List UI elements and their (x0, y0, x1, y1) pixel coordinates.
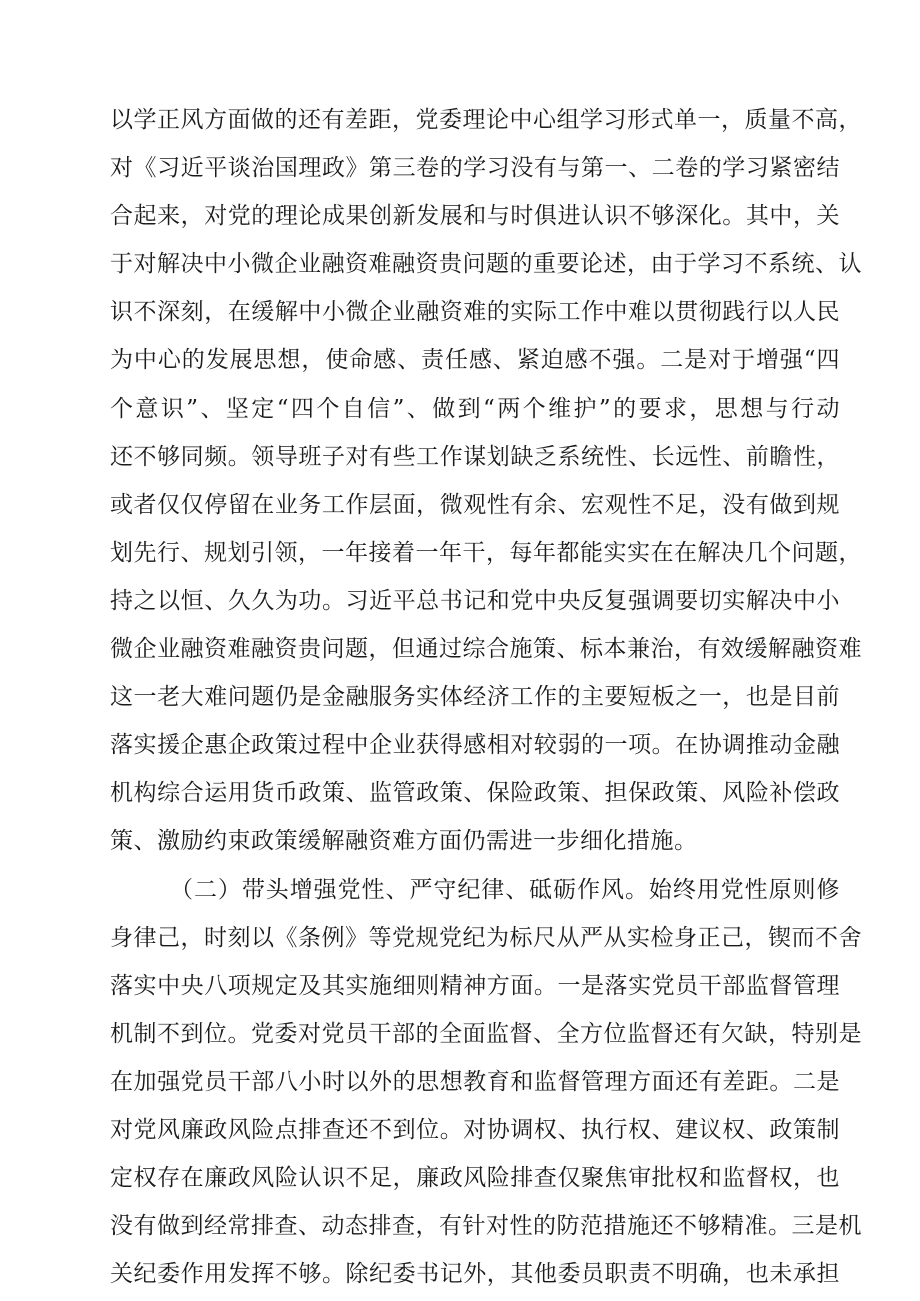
text-line: 机制不到位。党委对党员干部的全面监督、全方位监督还有欠缺，特别是 (110, 1020, 862, 1047)
text-line: 落实中央八项规定及其实施细则精神方面。一是落实党员干部监督管理 (110, 972, 840, 999)
text-line: 或者仅仅停留在业务工作层面，微观性有余、宏观性不足，没有做到规 (110, 491, 840, 518)
text-line: 身律己，时刻以《条例》等党规党纪为标尺从严从实检身正己，锲而不舍 (110, 924, 862, 951)
text-line: 于对解决中小微企业融资难融资贵问题的重要论述，由于学习不系统、认 (110, 251, 862, 278)
document-body (110, 96, 862, 1298)
text-line: 以学正风方面做的还有差距，党委理论中心组学习形式单一，质量不高， (110, 107, 862, 133)
text-line: 对《习近平谈治国理政》第三卷的学习没有与第一、二卷的学习紧密结 (110, 155, 840, 182)
text-line: 还不够同频。领导班子对有些工作谋划缺乏系统性、长远性、前瞻性， (110, 443, 840, 470)
text-line: 落实援企惠企政策过程中企业获得感相对较弱的一项。在协调推动金融 (110, 732, 840, 759)
text-line: 划先行、规划引领，一年接着一年干，每年都能实实在在解决几个问题， (110, 539, 862, 566)
paragraph-end-line: 策、激励约束政策缓解融资难方面仍需进一步细化措施。 (110, 828, 698, 855)
text-line: 对党风廉政风险点排查还不到位。对协调权、执行权、建议权、政策制 (110, 1116, 840, 1143)
text-line: 持之以恒、久久为功。习近平总书记和党中央反复强调要切实解决中小 (110, 587, 840, 614)
section-heading-line: （二）带头增强党性、严守纪律、砥砺作风。始终用党性原则修 (170, 876, 840, 903)
text-line: 在加强党员干部八小时以外的思想教育和监督管理方面还有差距。二是 (110, 1068, 840, 1095)
text-line: 为中心的发展思想，使命感、责任感、紧迫感不强。二是对于增强“四 (110, 347, 840, 374)
text-line: 机构综合运用货币政策、监管政策、保险政策、担保政策、风险补偿政 (110, 780, 840, 807)
text-line: 合起来，对党的理论成果创新发展和与时俱进认识不够深化。其中，关 (110, 203, 840, 230)
text-line: 关纪委作用发挥不够。除纪委书记外，其他委员职责不明确，也未承担 (110, 1261, 840, 1288)
text-line: 没有做到经常排查、动态排查，有针对性的防范措施还不够精准。三是机 (110, 1213, 862, 1240)
text-line: 个意识”、坚定“四个自信”、做到“两个维护”的要求，思想与行动 (110, 395, 840, 422)
text-line: 识不深刻，在缓解中小微企业融资难的实际工作中难以贯彻践行以人民 (110, 299, 840, 326)
text-line: 微企业融资难融资贵问题，但通过综合施策、标本兼治，有效缓解融资难 (110, 636, 862, 663)
text-line: 定权存在廉政风险认识不足，廉政风险排查仅聚焦审批权和监督权，也 (110, 1165, 840, 1192)
text-line: 这一老大难问题仍是金融服务实体经济工作的主要短板之一，也是目前 (110, 684, 840, 711)
